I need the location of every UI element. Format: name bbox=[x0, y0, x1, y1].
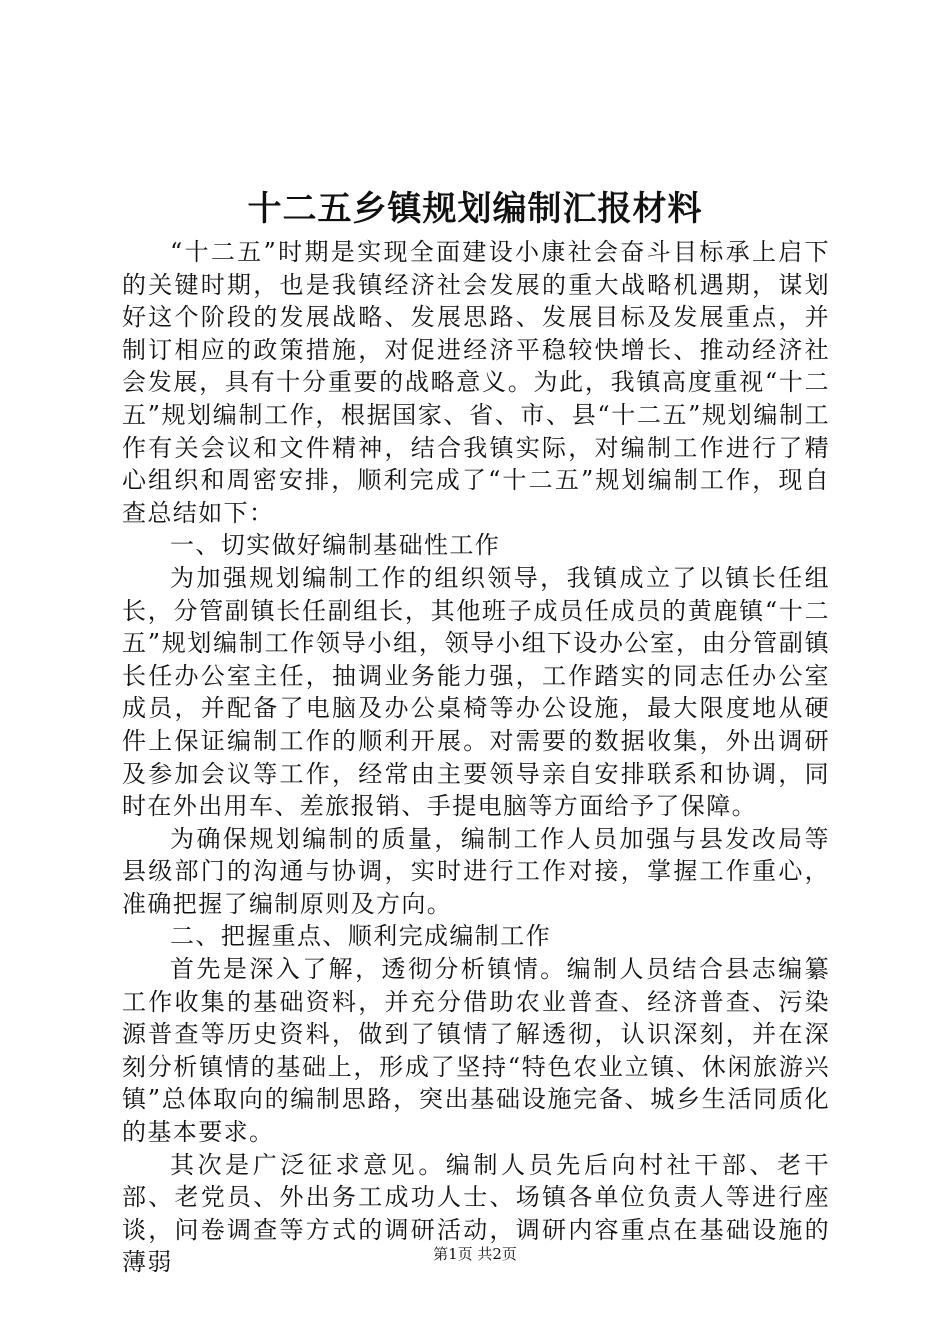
paragraph-analysis: 首先是深入了解，透彻分析镇情。编制人员结合县志编纂工作收集的基础资料，并充分借助农业普查、经济普查、污染源普查等历史资料，做到了镇情了解透彻，认识深刻，并在深刻分析镇情的基础上，形成了坚持“特色农业立镇、休闲旅游兴镇”总体取向的编制思路，突出基础设施完备、城乡生活同质化的基本要求。 bbox=[122, 955, 830, 1147]
paragraph-opinions: 其次是广泛征求意见。编制人员先后向村社干部、老干部、老党员、外出务工成功人士、场镇各单位负责人等进行座谈，问卷调查等方式的调研活动，调研内容重点在基础设施的薄弱 bbox=[122, 1150, 830, 1277]
section-heading-2: 二、把握重点、顺利完成编制工作 bbox=[170, 922, 551, 951]
document-title: 十二五乡镇规划编制汇报材料 bbox=[247, 189, 703, 229]
section-heading-1: 一、切实做好编制基础性工作 bbox=[170, 531, 501, 560]
paragraph-intro: “十二五”时期是实现全面建设小康社会奋斗目标承上启下的关键时期，也是我镇经济社会发展的重大战略机遇期，谋划好这个阶段的发展战略、发展思路、发展目标及发展重点，并制订相应的政策措施，对促进经济平稳较快增长、推动经济社会发展，具有十分重要的战略意义。为此，我镇高度重视“十二五”规划编制工作，根据国家、省、市、县“十二五”规划编制工作有关会议和文件精神，结合我镇实际，对编制工作进行了精心组织和周密安排，顺利完成了“十二五”规划编制工作，现自查总结如下： bbox=[122, 238, 830, 527]
document-body bbox=[122, 236, 830, 1279]
page-footer: 第1页 共2页 bbox=[433, 1245, 517, 1263]
paragraph-quality: 为确保规划编制的质量，编制工作人员加强与县发改局等县级部门的沟通与协调，实时进行工作对接，掌握工作重心，准确把握了编制原则及方向。 bbox=[122, 824, 830, 918]
paragraph-organization: 为加强规划编制工作的组织领导，我镇成立了以镇长任组长，分管副镇长任副组长，其他班子成员任成员的黄鹿镇“十二五”规划编制工作领导小组，领导小组下设办公室，由分管副镇长任办公室主任，抽调业务能力强，工作踏实的同志任办公室成员，并配备了电脑及办公桌椅等办公设施，最大限度地从硬件上保证编制工作的顺利开展。对需要的数据收集，外出调研及参加会议等工作，经常由主要领导亲自安排联系和协调，同时在外出用车、差旅报销、手提电脑等方面给予了保障。 bbox=[122, 563, 830, 821]
